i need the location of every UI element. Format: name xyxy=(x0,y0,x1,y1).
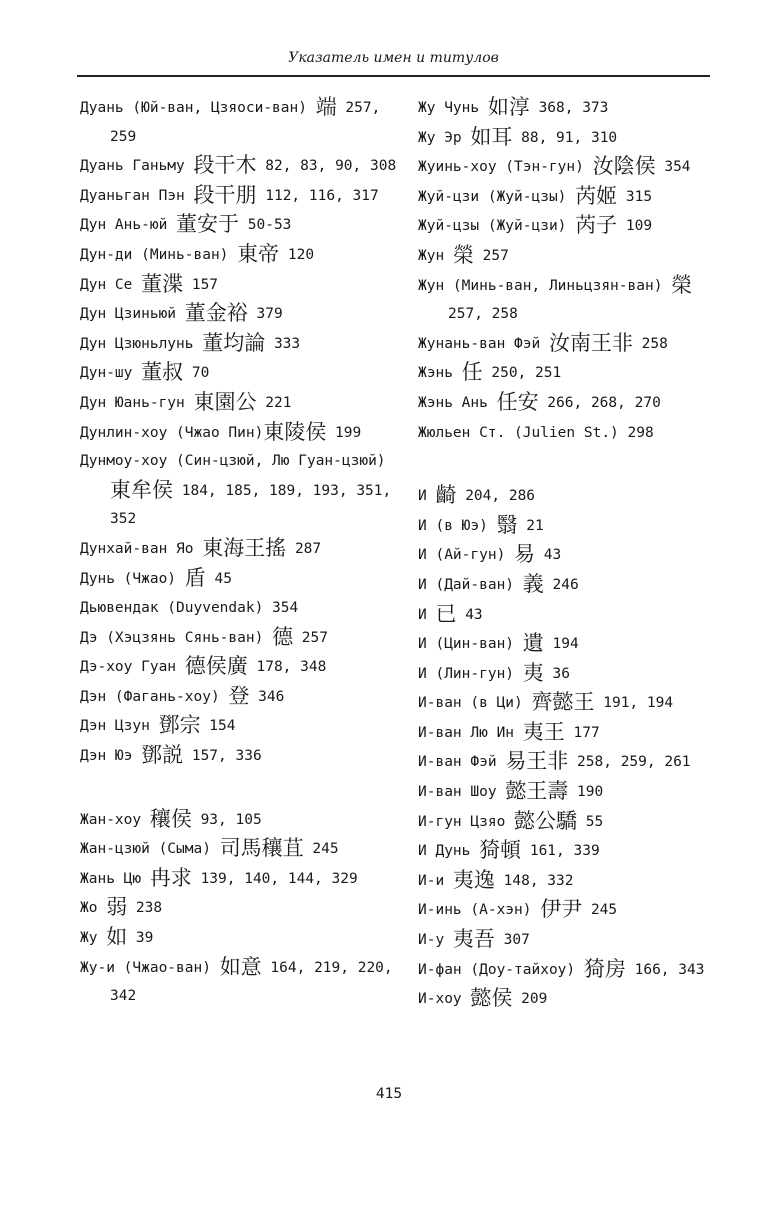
entry-characters: 董叔 xyxy=(141,360,184,385)
entry-name: И (в Юэ) xyxy=(418,517,497,534)
entry-pages: 246 xyxy=(543,576,579,593)
entry-pages: 93, 105 xyxy=(191,811,262,828)
entry-pages: 354 xyxy=(655,159,691,176)
index-entry xyxy=(418,807,718,837)
entry-pages: 50-53 xyxy=(239,217,292,234)
entry-pages: 36 xyxy=(543,665,570,682)
index-entry xyxy=(418,241,718,271)
entry-pages: 257, 259 xyxy=(110,100,381,145)
entry-name: Жюльен Ст. (Julien St.) 298 xyxy=(418,424,654,441)
entry-name: Дуаньган Пэн xyxy=(80,187,194,204)
entry-pages: 258 xyxy=(632,335,668,352)
entry-pages: 70 xyxy=(183,365,210,382)
entry-name: Жун xyxy=(418,247,453,264)
entry-characters: 已 xyxy=(435,601,457,626)
entry-name: И-хоу xyxy=(418,991,471,1008)
entry-characters: 盾 xyxy=(184,565,206,590)
entry-characters: 董渫 xyxy=(141,271,184,296)
entry-characters: 德侯廣 xyxy=(184,654,248,679)
index-entry xyxy=(80,358,400,388)
entry-pages: 164, 219, 220, 342 xyxy=(110,959,393,1005)
entry-characters: 翳 xyxy=(496,512,518,537)
index-entry xyxy=(418,211,718,241)
section-gap xyxy=(80,771,400,805)
entry-characters: 如 xyxy=(106,925,128,950)
index-entry xyxy=(418,123,718,153)
entry-pages: 39 xyxy=(127,930,154,947)
index-entry xyxy=(80,270,400,300)
index-entry xyxy=(418,747,718,777)
header-rule xyxy=(77,75,710,77)
entry-pages: 257 xyxy=(473,247,509,264)
index-entry xyxy=(80,834,400,864)
entry-pages: 204, 286 xyxy=(456,488,536,505)
entry-name: Дун Юань-гун xyxy=(80,394,194,411)
entry-name: Дунь (Чжао) xyxy=(80,570,185,587)
entry-characters: 易王非 xyxy=(505,749,569,774)
index-entry xyxy=(418,182,718,212)
entry-pages: 209 xyxy=(512,991,548,1008)
entry-name: И-ван Лю Ин xyxy=(418,724,523,741)
entry-characters: 猗頓 xyxy=(479,838,522,863)
index-entry xyxy=(80,711,400,741)
entry-pages: 250, 251 xyxy=(482,365,562,382)
index-entry xyxy=(418,895,718,925)
entry-name: И-и xyxy=(418,872,453,889)
entry-name: Дун Цзюньлунь xyxy=(80,335,203,352)
entry-name: Жунань-ван Фэй xyxy=(418,335,549,352)
index-entry xyxy=(418,659,718,689)
entry-name: И-ван (в Ци) xyxy=(418,695,532,712)
entry-characters: 懿王壽 xyxy=(505,779,569,804)
entry-characters: 鄧説 xyxy=(141,743,184,768)
entry-characters: 司馬穰苴 xyxy=(219,836,304,861)
index-entry xyxy=(418,925,718,955)
index-entry xyxy=(418,329,718,359)
entry-characters: 汝陰侯 xyxy=(592,154,656,179)
entry-pages: 177 xyxy=(564,724,600,741)
entry-characters: 榮 xyxy=(671,272,693,297)
entry-name: Дун Цзиньюй xyxy=(80,306,185,323)
entry-characters: 懿侯 xyxy=(470,986,513,1011)
entry-pages: 112, 116, 317 xyxy=(256,187,379,204)
entry-characters: 弱 xyxy=(106,895,128,920)
index-entry xyxy=(80,299,400,329)
index-entry xyxy=(80,593,400,623)
entry-characters: 段干朋 xyxy=(193,182,257,207)
entry-characters: 端 xyxy=(315,95,337,119)
index-entry xyxy=(80,418,400,448)
entry-pages: 199 xyxy=(326,424,362,441)
index-entry xyxy=(418,93,718,123)
entry-name: И (Цин-ван) xyxy=(418,636,523,653)
entry-characters: 段干木 xyxy=(193,153,257,178)
entry-characters: 齊懿王 xyxy=(531,690,595,715)
entry-name: И xyxy=(418,488,436,505)
entry-pages: 315 xyxy=(617,188,653,205)
entry-name: И-у xyxy=(418,932,453,949)
index-entry xyxy=(80,923,400,953)
entry-characters: 夷逸 xyxy=(452,867,495,892)
entry-name: Дуань Ганьму xyxy=(80,158,194,175)
entry-name: Дэн (Фагань-хоу) xyxy=(80,688,229,705)
entry-name: И-фан (Доу-тайхоу) xyxy=(418,961,584,978)
entry-name: И (Ай-гун) xyxy=(418,547,515,564)
entry-name: Жуинь-хоу (Тэн-гун) xyxy=(418,159,593,176)
section-gap xyxy=(418,447,718,481)
entry-pages: 307 xyxy=(494,932,530,949)
entry-name: И xyxy=(418,606,436,623)
entry-name: Жуй-цзы (Жуй-цзи) xyxy=(418,218,576,235)
index-entry xyxy=(418,777,718,807)
entry-name: Дун-ди (Минь-ван) xyxy=(80,246,238,263)
entry-pages: 266, 268, 270 xyxy=(538,394,661,411)
index-entry xyxy=(418,866,718,896)
index-entry xyxy=(418,511,718,541)
entry-name: И-инь (А-хэн) xyxy=(418,902,541,919)
index-entry xyxy=(80,652,400,682)
entry-name: И Дунь xyxy=(418,843,480,860)
entry-name: Дэ (Хэцзянь Сянь-ван) xyxy=(80,629,273,646)
entry-name: Жань Цю xyxy=(80,870,150,887)
entry-name: Дун Се xyxy=(80,276,142,293)
entry-pages: 45 xyxy=(205,570,232,587)
left-column xyxy=(80,93,400,1011)
entry-characters: 德 xyxy=(272,624,294,649)
entry-name: Дунлин-хоу (Чжао Пин) xyxy=(80,424,264,441)
entry-pages: 287 xyxy=(286,540,322,557)
entry-pages: 154 xyxy=(200,718,236,735)
index-entry xyxy=(80,240,400,270)
index-entry xyxy=(418,418,718,448)
entry-name: Жу xyxy=(80,930,107,947)
entry-pages: 346 xyxy=(249,688,285,705)
index-entry xyxy=(418,388,718,418)
entry-name: Дэн Цзун xyxy=(80,718,159,735)
entry-characters: 芮姬 xyxy=(575,183,618,208)
index-entry xyxy=(418,984,718,1014)
entry-characters: 董均論 xyxy=(202,330,266,355)
index-entry xyxy=(80,805,400,835)
entry-pages: 43 xyxy=(456,606,483,623)
index-entry xyxy=(80,893,400,923)
index-entry xyxy=(418,271,718,329)
entry-characters: 東陵侯 xyxy=(263,419,327,444)
index-entry xyxy=(80,741,400,771)
right-column xyxy=(418,93,718,1014)
index-entry xyxy=(418,955,718,985)
entry-characters: 夷 xyxy=(522,660,544,685)
entry-pages: 82, 83, 90, 308 xyxy=(256,158,397,175)
entry-name: Жан-хоу xyxy=(80,811,150,828)
entry-characters: 伊尹 xyxy=(540,897,583,922)
index-entry xyxy=(80,151,400,181)
entry-name: Жуй-цзи (Жуй-цзы) xyxy=(418,188,576,205)
entry-characters: 穰侯 xyxy=(149,806,192,831)
entry-pages: 161, 339 xyxy=(521,843,600,860)
entry-name: Дэн Юэ xyxy=(80,748,142,765)
entry-name: Жун (Минь-ван, Линьцзян-ван) xyxy=(418,277,672,294)
index-entry xyxy=(418,836,718,866)
entry-name: Дун Ань-юй xyxy=(80,217,177,234)
index-entry xyxy=(418,688,718,718)
entry-name: И (Дай-ван) xyxy=(418,576,523,593)
entry-characters: 冉求 xyxy=(149,865,192,890)
entry-characters: 夷王 xyxy=(522,719,565,744)
running-header: Указатель имен и титулов xyxy=(288,50,499,66)
entry-pages: 258, 259, 261 xyxy=(568,754,691,771)
entry-pages: 379 xyxy=(247,306,283,323)
entry-pages: 55 xyxy=(577,813,604,830)
index-entry xyxy=(418,358,718,388)
index-entry xyxy=(80,93,400,151)
entry-pages: 368, 373 xyxy=(529,100,609,116)
entry-characters: 東帝 xyxy=(237,241,280,266)
index-entry xyxy=(80,534,400,564)
entry-characters: 懿公驕 xyxy=(514,808,578,833)
entry-characters: 董金裕 xyxy=(184,301,248,326)
entry-characters: 東海王搖 xyxy=(202,535,287,560)
entry-name: Дуань (Юй-ван, Цзяоси-ван) xyxy=(80,100,316,116)
entry-pages: 148, 332 xyxy=(494,872,574,889)
entry-name: И-ван Шоу xyxy=(418,784,506,801)
index-entry xyxy=(80,447,400,534)
index-entry xyxy=(80,329,400,359)
entry-pages: 88, 91, 310 xyxy=(512,129,618,146)
entry-pages: 157, 336 xyxy=(183,748,262,765)
entry-pages: 157 xyxy=(183,276,219,293)
entry-name: Дунмоу-хоу (Син-цзюй, Лю Гуан-цзюй) xyxy=(80,453,386,470)
entry-pages: 43 xyxy=(535,547,562,564)
entry-characters: 登 xyxy=(228,683,250,708)
index-entry xyxy=(418,152,718,182)
entry-name: Жан-цзюй (Сыма) xyxy=(80,841,220,858)
entry-pages: 257, 258 xyxy=(448,306,518,323)
entry-pages: 191, 194 xyxy=(594,695,674,712)
entry-name: Жэнь xyxy=(418,365,462,382)
entry-pages: 109 xyxy=(617,218,653,235)
entry-name: Дэ-хоу Гуан xyxy=(80,659,185,676)
entry-name: Жу-и (Чжао-ван) xyxy=(80,959,220,976)
entry-characters: 猗房 xyxy=(583,956,626,981)
entry-characters: 如淳 xyxy=(487,95,530,119)
entry-pages: 257 xyxy=(293,629,328,646)
index-entry xyxy=(418,540,718,570)
entry-name: И-ван Фэй xyxy=(418,754,506,771)
entry-characters: 芮子 xyxy=(575,213,618,238)
index-entry xyxy=(80,388,400,418)
page-number: 415 xyxy=(375,1086,403,1102)
index-entry xyxy=(80,953,400,1011)
index-entry xyxy=(418,600,718,630)
index-entry xyxy=(418,629,718,659)
entry-pages: 221 xyxy=(256,394,292,411)
entry-characters: 東牟侯 xyxy=(110,477,173,502)
entry-pages: 178, 348 xyxy=(247,659,327,676)
index-entry xyxy=(418,718,718,748)
index-entry xyxy=(80,682,400,712)
entry-name: Дунхай-ван Яо xyxy=(80,540,203,557)
entry-name: Дьювендак (Duyvendak) 354 xyxy=(80,600,299,617)
entry-characters: 任 xyxy=(461,360,483,385)
entry-name: Жу Эр xyxy=(418,129,471,146)
entry-pages: 184, 185, 189, 193, 351, 352 xyxy=(110,482,392,528)
entry-pages: 194 xyxy=(543,636,579,653)
entry-characters: 遺 xyxy=(522,631,544,656)
entry-name: Дун-шу xyxy=(80,365,142,382)
entry-name: Жу Чунь xyxy=(418,100,488,116)
index-entry xyxy=(80,564,400,594)
entry-name: И (Лин-гун) xyxy=(418,665,523,682)
entry-characters: 鄧宗 xyxy=(158,713,201,738)
index-entry xyxy=(80,864,400,894)
entry-name: Жэнь Ань xyxy=(418,394,497,411)
entry-characters: 汝南王非 xyxy=(548,330,633,355)
entry-characters: 夷吾 xyxy=(452,927,495,952)
entry-pages: 190 xyxy=(568,784,604,801)
index-entry xyxy=(80,181,400,211)
entry-pages: 166, 343 xyxy=(625,961,705,978)
entry-pages: 245 xyxy=(582,902,618,919)
index-entry xyxy=(80,623,400,653)
entry-characters: 如耳 xyxy=(470,124,513,149)
entry-pages: 238 xyxy=(127,900,163,917)
index-entry xyxy=(418,570,718,600)
entry-characters: 如意 xyxy=(219,954,262,979)
entry-characters: 任安 xyxy=(496,389,539,414)
entry-characters: 易 xyxy=(514,542,536,567)
index-entry xyxy=(418,481,718,511)
entry-pages: 333 xyxy=(265,335,301,352)
entry-characters: 義 xyxy=(522,571,544,596)
entry-pages: 120 xyxy=(279,246,315,263)
entry-characters: 東園公 xyxy=(193,389,257,414)
entry-name: Жо xyxy=(80,900,107,917)
entry-name: И-гун Цзяо xyxy=(418,813,515,830)
entry-pages: 21 xyxy=(517,517,544,534)
entry-characters: 榮 xyxy=(452,242,474,267)
index-entry xyxy=(80,210,400,240)
entry-characters: 齮 xyxy=(435,483,457,508)
entry-characters: 董安于 xyxy=(176,212,240,237)
entry-pages: 245 xyxy=(303,841,339,858)
entry-pages: 139, 140, 144, 329 xyxy=(191,870,358,887)
